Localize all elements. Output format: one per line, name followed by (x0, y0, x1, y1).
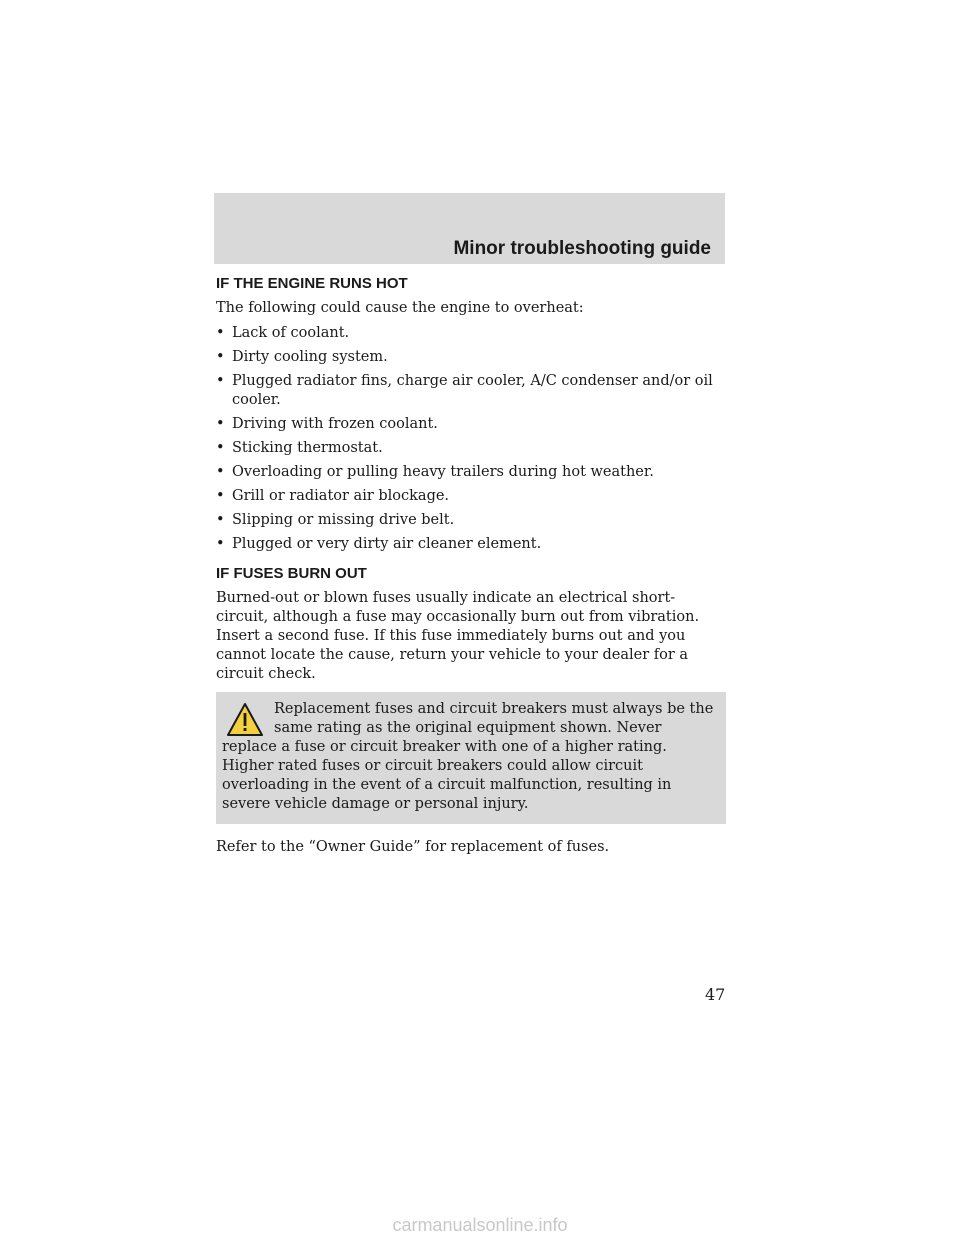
fuses-body: Burned-out or blown fuses usually indicate an electrical short-circuit, although a fuse may occasionally burn out from vibration. Insert a second fuse. If this fuse immediately burns out and you cannot locate the cause, return your vehicle to your dealer for a circuit check. (216, 590, 700, 682)
bullet-icon: • (216, 416, 225, 432)
engine-hot-intro: The following could cause the engine to overheat: (216, 300, 584, 316)
section-heading-fuses: IF FUSES BURN OUT (216, 565, 367, 582)
bullet-icon: • (216, 349, 225, 365)
page-title: Minor troubleshooting guide (453, 238, 711, 259)
section-heading-engine-hot: IF THE ENGINE RUNS HOT (216, 275, 408, 292)
list-item: • Plugged or very dirty air cleaner element. (216, 536, 542, 552)
list-item: • Overloading or pulling heavy trailers during hot weather. (216, 464, 654, 480)
section-header-band (214, 193, 725, 264)
list-item: • Slipping or missing drive belt. (216, 512, 455, 528)
overheat-causes-list (216, 324, 726, 554)
bullet-icon: • (216, 488, 225, 504)
bullet-icon: • (216, 373, 225, 389)
watermark-text: carmanualsonline.info (392, 1215, 568, 1235)
page-content (216, 274, 726, 863)
page-number: 47 (705, 985, 726, 1004)
list-item: • Grill or radiator air blockage. (216, 488, 450, 504)
bullet-icon: • (216, 325, 225, 341)
bullet-icon: • (216, 512, 225, 528)
bullet-icon: • (216, 440, 225, 456)
bullet-icon: • (216, 536, 225, 552)
warning-text: Replacement fuses and circuit breakers must always be the same rating as the original equipment shown. Never replace a fuse or circuit breaker with one of a higher rating. Higher rated fuses or circuit breakers could allow circuit overloading in the event of a circuit malfunction, resulting in severe vehicle damage or personal injury. (222, 701, 714, 812)
bullet-icon: • (216, 464, 225, 480)
owner-guide-note: Refer to the “Owner Guide” for replacement of fuses. (216, 839, 610, 855)
list-item: • Sticking thermostat. (216, 440, 383, 456)
list-item: • Dirty cooling system. (216, 349, 388, 365)
list-item: • Lack of coolant. (216, 325, 350, 341)
warning-triangle-icon (226, 702, 264, 738)
warning-box (216, 692, 726, 824)
list-item: • Driving with frozen coolant. (216, 416, 438, 432)
list-item: • Plugged radiator fins, charge air cooler, A/C condenser and/or oil cooler. (216, 373, 713, 408)
